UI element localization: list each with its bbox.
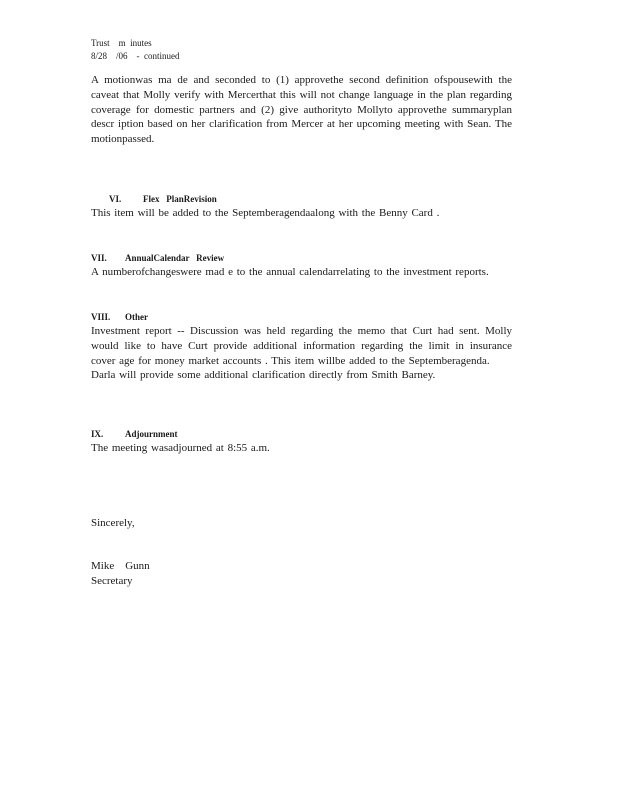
section-text: A numberofchangeswere mad e to the annual calendarrelating to the investment reports. [91,266,489,278]
section-title: Adjournment [125,429,178,439]
section-number: VI. [109,194,122,204]
section-number: VII. [91,253,107,263]
signer-title: Secretary [91,574,133,587]
section-number: IX. [91,429,104,439]
section-heading [91,311,512,323]
section-ix [91,428,512,456]
section-text: Investment report -- Discussion was held regarding the memo that Curt had sent. Molly would like to have Curt provide additional information regarding the limit in insurance cover age for money market accounts . This item willbe added to the Septemberagenda. [91,325,512,367]
section-heading [91,193,512,205]
header-date: 8/28 /06 - continued [91,51,180,61]
motion-paragraph: A motionwas ma de and seconded to (1) approvethe second definition ofspousewith the caveat that Molly verify with Mercerthat this will not change language in the plan regarding coverage for domestic partners and (2) give authorityto Mollyto approvethe summaryplan descr iption based on her clarification from Mercer at her upcoming meeting with Sean. The motionpassed. [91,74,512,146]
section-heading [91,428,512,440]
closing-salutation: Sincerely, [91,517,135,529]
signature-block [91,559,150,589]
section-viii [91,311,512,383]
section-title: AnnualCalendar Review [125,253,225,263]
section-vii [91,252,512,280]
page-header [91,37,180,63]
section-vi [91,193,512,221]
section-text: This item will be added to the Septemberagendaalong with the Benny Card . [91,207,440,219]
motion-block [91,73,512,147]
signer-name: Mike Gunn [91,560,150,572]
section-heading [91,252,512,264]
header-title: Trust m inutes [91,38,152,48]
section-text-2: Darla will provide some additional clarification directly from Smith Barney. [91,369,436,382]
section-number: VIII. [91,312,111,322]
section-text: The meeting wasadjourned at 8:55 a.m. [91,442,270,454]
section-title: Other [125,312,148,322]
section-title: Flex PlanRevision [143,194,217,204]
